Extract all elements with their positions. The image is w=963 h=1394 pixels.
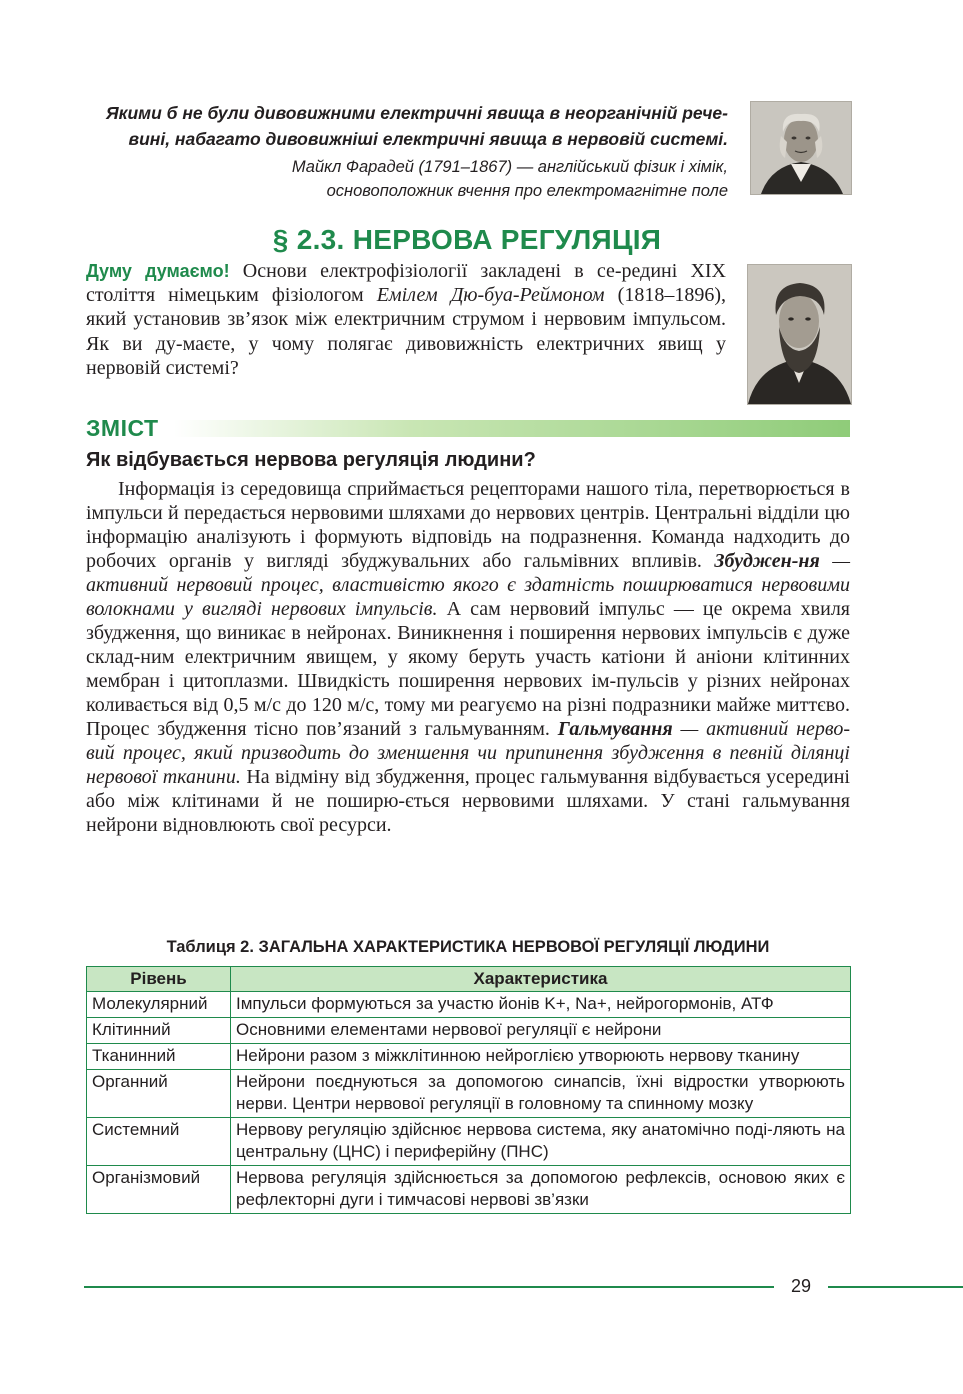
term-inhibition: Гальмування [557, 718, 673, 740]
think-lead: Думу думаємо! [86, 261, 230, 281]
contents-bar-gradient [174, 420, 850, 437]
page-number: 29 [790, 1276, 812, 1296]
table-cell-characteristic: Імпульси формуються за участю йонів K+, Na+, нейрогормонів, АТФ [231, 992, 851, 1018]
dubois-reymond-portrait [747, 264, 852, 405]
table-cell-characteristic: Нервову регуляцію здійснює нервова система, яку анатомічно поді-ляють на центральну (ЦНС) і периферійну (ПНС) [231, 1118, 851, 1166]
table-cell-characteristic: Нейрони разом з міжклітинною нейроглією утворюють нервову тканину [231, 1044, 851, 1070]
table-row [87, 1018, 851, 1044]
contents-bar [84, 415, 850, 441]
table-cell-level: Організмовий [87, 1166, 231, 1214]
epigraph-quote-line1: Якими б не були дивовижними електричні явища в неорганічній рече- [105, 103, 728, 123]
dubois-reymond-portrait-image [748, 265, 851, 404]
footer-rule-left [84, 1286, 774, 1288]
faraday-portrait-image [751, 102, 851, 194]
main-text-1: Інформація із середовища сприймається рецепторами нашого тіла, перетворюється в імпульси й передається нервовими шляхами до нервових центрів. Центральні відділи цю інформацію аналізують і формують відповідь на подразнення. Команда надходить до робочих органів у вигляді збуджувальних або гальмівних впливів. [86, 478, 850, 572]
think-text-1: Основи електрофізіології закладені в се-редині XIX століття німецьким фізіологом [86, 260, 726, 307]
table-header-level: Рівень [87, 967, 231, 992]
table-cell-level: Клітинний [87, 1018, 231, 1044]
table-cell-characteristic: Нейрони поєднуються за допомогою синапсів, їхні відростки утворюють нерви. Центри нервової регуляції в головному та спинному мозку [231, 1070, 851, 1118]
footer-rule-right [828, 1286, 963, 1288]
epigraph-quote-line2: вині, набагато дивовижніші електричні явища в нервовій системі. [128, 129, 728, 149]
table-row [87, 1070, 851, 1118]
faraday-portrait [750, 101, 852, 195]
table-cell-characteristic: Основними елементами нервової регуляції є нейрони [231, 1018, 851, 1044]
think-scientist-name: Емілем Дю-буа-Реймоном [376, 284, 605, 307]
table-cell-level: Органний [87, 1070, 231, 1118]
table-caption: Таблиця 2. ЗАГАЛЬНА ХАРАКТЕРИСТИКА НЕРВОВОЇ РЕГУЛЯЦІЇ ЛЮДИНИ [166, 938, 770, 956]
table-cell-level: Молекулярний [87, 992, 231, 1018]
main-paragraph [86, 477, 850, 837]
definition-inhibition: — активний нерво-вий процес, який призводить до зменшення чи припинення збудження в певній ділянці нервової тканини. [86, 718, 850, 788]
section-title: § 2.3. НЕРВОВА РЕГУЛЯЦІЯ [272, 224, 662, 255]
epigraph-author-line1: Майкл Фарадей (1791–1867) — англійський фізик і хімік, [291, 158, 728, 176]
table-row [87, 1044, 851, 1070]
question-heading: Як відбувається нервова регуляція людини? [86, 449, 536, 471]
table-cell-characteristic: Нервова регуляція здійснюється за допомогою рефлексів, основою яких є рефлекторні дуги і тимчасові нервові зв’язки [231, 1166, 851, 1214]
table-row [87, 1166, 851, 1214]
regulation-levels-table [86, 966, 851, 1214]
term-excitation: Збуджен-ня [714, 550, 820, 572]
contents-label: ЗМІСТ [86, 415, 159, 441]
table-header-characteristic: Характеристика [231, 967, 851, 992]
table-cell-level: Системний [87, 1118, 231, 1166]
epigraph-author [84, 155, 728, 203]
think-text-2: (1818–1896), який установив зв’язок між електричним струмом і нервовим імпульсом. Як ви ду-маєте, у чому полягає дивовижність електричних явищ у нервовій системі? [86, 284, 726, 379]
table-row [87, 992, 851, 1018]
definition-excitation: — активний нервовий процес, властивістю якого є здатність поширюватися нервовими волокнами у вигляді нервових імпульсів. [86, 550, 850, 620]
think-paragraph [86, 259, 726, 380]
table-header-row [87, 967, 851, 992]
main-text-2: А сам нервовий імпульс — це окрема хвиля збудження, що виникає в нейронах. Виникнення і поширення нервових імпульсів є дуже склад-ним електричним явищем, у якому беруть участь катіони й аніони клітинних мембран і цитоплазми. Швидкість поширення нервових ім-пульсів у різних нейронах коливається від 0,5 м/с до 120 м/с, тому ми реагуємо на різні подразники майже миттєво. Процес збудження тісно пов’язаний з гальмуванням. [86, 598, 851, 740]
epigraph-quote [84, 100, 728, 152]
table-cell-level: Тканинний [87, 1044, 231, 1070]
table-row [87, 1118, 851, 1166]
epigraph [84, 100, 728, 203]
main-text-3: На відміну від збудження, процес гальмування відбувається усередині або між клітинами й не поширю-ється нервовими шляхами. У стані гальмування нейрони відновлюють свої ресурси. [86, 766, 850, 836]
epigraph-author-line2: основоположник вчення про електромагнітне поле [326, 182, 728, 200]
